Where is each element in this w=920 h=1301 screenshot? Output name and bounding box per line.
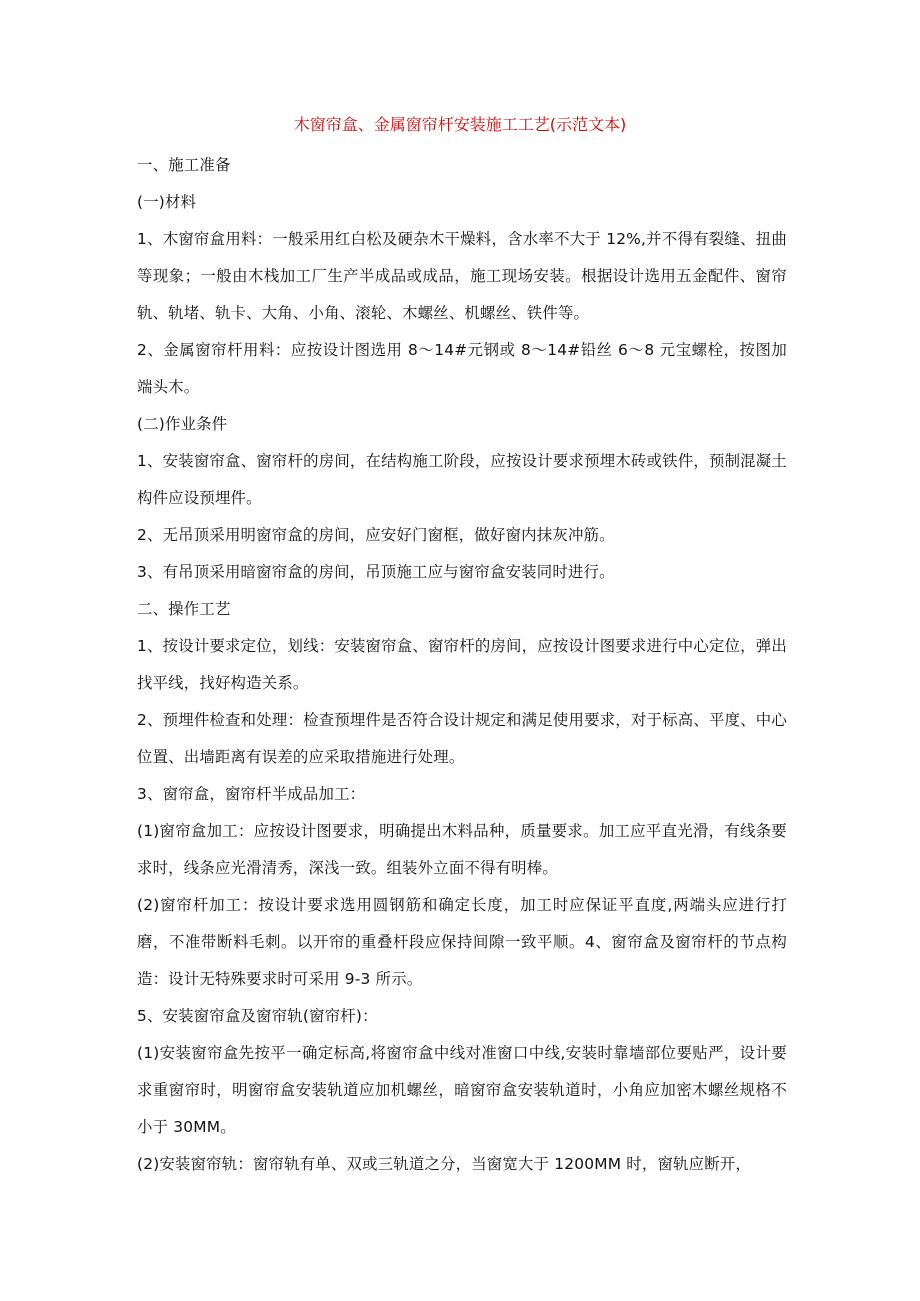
paragraph: (2)安装窗帘轨：窗帘轨有单、双或三轨道之分，当窗宽大于 1200MM 时，窗轨应断开， — [137, 1155, 752, 1173]
paragraph: 1、安装窗帘盒、窗帘杆的房间，在结构施工阶段，应按设计要求预埋木砖或铁件，预制混凝土构件应设预埋件。 — [137, 452, 787, 507]
paragraph: (1)窗帘盒加工：应按设计图要求，明确提出木料品种，质量要求。加工应平直光滑，有线条要求时，线条应光滑清秀，深浅一致。组装外立面不得有明棒。 — [137, 822, 787, 877]
paragraph: 3、窗帘盒，窗帘杆半成品加工： — [137, 785, 366, 803]
paragraph: 2、预埋件检查和处理：检查预埋件是否符合设计规定和满足使用要求，对于标高、平度、中心位置、出墙距离有误差的应采取措施进行处理。 — [137, 711, 787, 766]
paragraph: 3、有吊顶采用暗窗帘盒的房间，吊顶施工应与窗帘盒安装同时进行。 — [137, 563, 615, 581]
document-body — [137, 147, 787, 1183]
section-heading: 二、操作工艺 — [137, 600, 231, 618]
paragraph: 2、金属窗帘杆用料：应按设计图选用 8～14#元钢或 8～14#铅丝 6～8 元宝螺栓，按图加端头木。 — [137, 341, 787, 396]
paragraph: 2、无吊顶采用明窗帘盒的房间，应安好门窗框，做好窗内抹灰冲筋。 — [137, 526, 615, 544]
document-title: 木窗帘盒、金属窗帘杆安装施工工艺(示范文本) — [293, 115, 627, 134]
paragraph: 1、木窗帘盒用料：一般采用红白松及硬杂木干燥料，含水率不大于 12%,并不得有裂缝、扭曲等现象；一般由木栈加工厂生产半成品或成品，施工现场安装。根据设计选用五金配件、窗帘轨、轨堵、轨卡、大角、小角、滚轮、木螺丝、机螺丝、铁件等。 — [137, 230, 787, 322]
paragraph: (1)安装窗帘盒先按平一确定标高,将窗帘盒中线对准窗口中线,安装时靠墙部位要贴严，设计要求重窗帘时，明窗帘盒安装轨道应加机螺丝，暗窗帘盒安装轨道时，小角应加密木螺丝规格不小于 30MM。 — [137, 1044, 787, 1136]
paragraph: 5、安装窗帘盒及窗帘轨(窗帘杆)： — [137, 1007, 378, 1025]
subsection-heading: (一)材料 — [137, 193, 197, 211]
subsection-heading: (二)作业条件 — [137, 415, 228, 433]
section-heading: 一、施工准备 — [137, 156, 231, 174]
paragraph: (2)窗帘杆加工：按设计要求选用圆钢筋和确定长度，加工时应保证平直度,两端头应进行打磨，不准带断料毛刺。以开帘的重叠杆段应保持间隙一致平顺。4、窗帘盒及窗帘杆的节点构造：设计无特殊要求时可采用 9-3 所示。 — [137, 896, 787, 988]
paragraph: 1、按设计要求定位，划线：安装窗帘盒、窗帘杆的房间，应按设计图要求进行中心定位，弹出找平线，找好构造关系。 — [137, 637, 787, 692]
